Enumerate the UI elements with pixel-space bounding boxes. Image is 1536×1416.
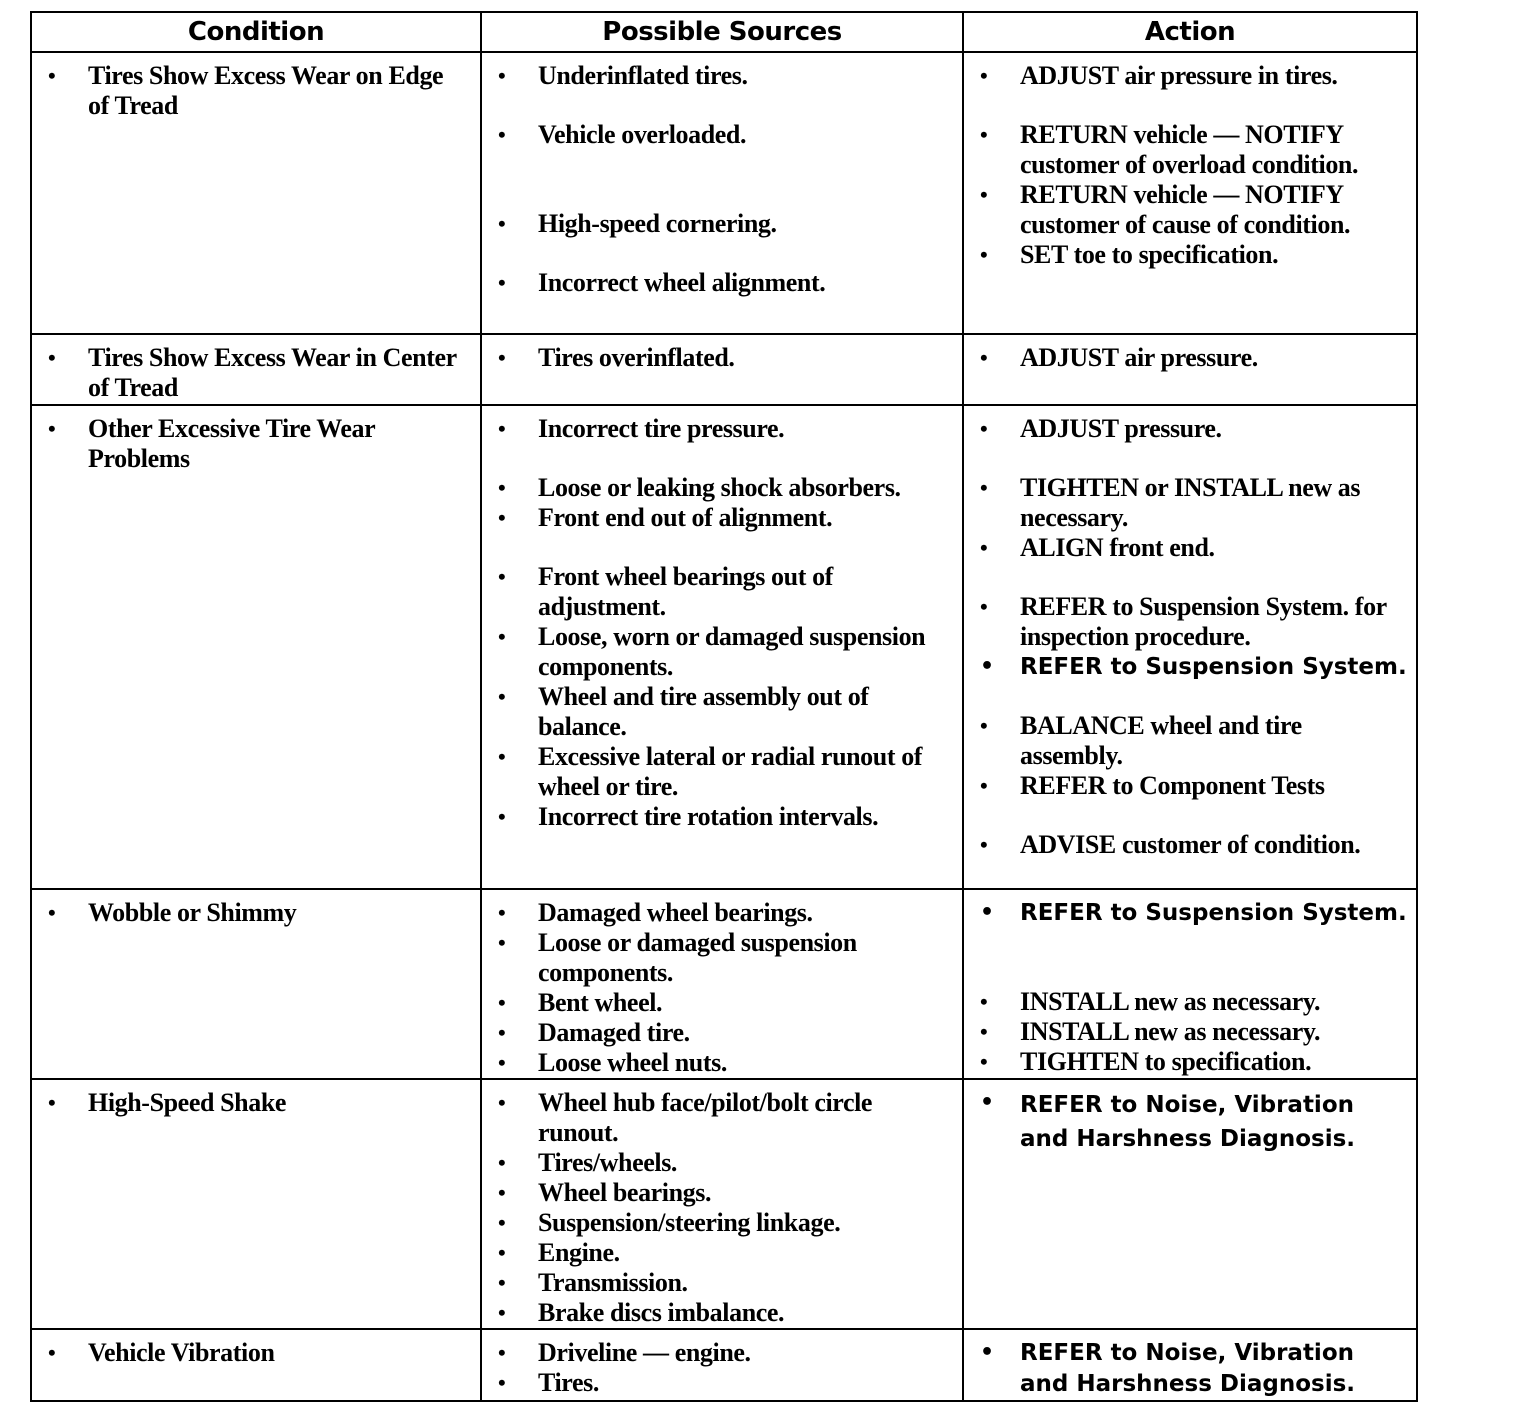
condition-text: • Other Excessive Tire Wear Problems [32,414,480,474]
source-item: • Incorrect tire rotation intervals. [482,802,962,832]
condition-cell [31,889,481,1079]
table-row [31,1079,1417,1329]
action-cell [963,405,1417,889]
source-item: • Underinflated tires. [482,61,962,91]
source-item: • Tires. [482,1368,962,1398]
action-item: • REFER to Component Tests [964,771,1416,801]
sources-cell [481,1329,963,1401]
header-condition: Condition [31,12,481,52]
source-item: • Front wheel bearings out of adjustment. [482,562,962,622]
sources-cell [481,334,963,405]
action-item: • ADVISE customer of condition. [964,830,1416,860]
source-item: • Vehicle overloaded. [482,120,962,150]
table-row [31,405,1417,889]
action-cell [963,1079,1417,1329]
source-item: • Loose, worn or damaged suspension components. [482,622,962,682]
action-item: • REFER to Noise, Vibration and Harshness Diagnosis. [964,1088,1416,1156]
action-item: • RETURN vehicle — NOTIFY customer of overload condition. [964,120,1416,180]
source-item: • Loose or damaged suspension components. [482,928,962,988]
diagnosis-table [30,11,1418,1402]
condition-cell [31,1079,481,1329]
action-item: • TIGHTEN or INSTALL new as necessary. [964,473,1416,533]
source-item: • Loose or leaking shock absorbers. [482,473,962,503]
action-item: • BALANCE wheel and tire assembly. [964,711,1416,771]
source-item: • Excessive lateral or radial runout of wheel or tire. [482,742,962,802]
source-item: • Incorrect tire pressure. [482,414,962,444]
header-action: Action [963,12,1417,52]
source-item: • Loose wheel nuts. [482,1048,962,1078]
action-item: • ADJUST air pressure in tires. [964,61,1416,91]
action-item: • INSTALL new as necessary. [964,1017,1416,1047]
action-cell [963,889,1417,1079]
action-item: • ALIGN front end. [964,533,1416,563]
source-item: • Damaged tire. [482,1018,962,1048]
action-item: • REFER to Noise, Vibration and Harshness Diagnosis. [964,1338,1416,1400]
action-cell [963,1329,1417,1401]
action-item: • INSTALL new as necessary. [964,987,1416,1017]
source-item: • Wheel hub face/pilot/bolt circle runout. [482,1088,962,1148]
action-item: • RETURN vehicle — NOTIFY customer of cause of condition. [964,180,1416,240]
condition-cell [31,52,481,334]
table-row [31,334,1417,405]
condition-text: • Tires Show Excess Wear in Center of Tread [32,343,480,403]
source-item: • Suspension/steering linkage. [482,1208,962,1238]
action-item: • SET toe to specification. [964,240,1416,270]
source-item: • Tires overinflated. [482,343,962,373]
action-item: • REFER to Suspension System. [964,898,1416,928]
action-item: • ADJUST pressure. [964,414,1416,444]
sources-cell [481,889,963,1079]
source-item: • Tires/wheels. [482,1148,962,1178]
table-row [31,1329,1417,1401]
condition-text: • High-Speed Shake [32,1088,480,1118]
source-item: • High-speed cornering. [482,209,962,239]
source-item: • Driveline — engine. [482,1338,962,1368]
source-item: • Wheel bearings. [482,1178,962,1208]
header-possible-sources: Possible Sources [481,12,963,52]
source-item: • Damaged wheel bearings. [482,898,962,928]
action-cell [963,52,1417,334]
condition-cell [31,1329,481,1401]
source-item: • Transmission. [482,1268,962,1298]
condition-text: • Tires Show Excess Wear on Edge of Tread [32,61,480,121]
table-row [31,52,1417,334]
source-item: • Engine. [482,1238,962,1268]
action-item: • REFER to Suspension System. for inspection procedure. [964,592,1416,652]
condition-cell [31,405,481,889]
sources-cell [481,1079,963,1329]
source-item: • Bent wheel. [482,988,962,1018]
table-header-row [31,12,1417,52]
source-item: • Front end out of alignment. [482,503,962,533]
action-item: • TIGHTEN to specification. [964,1047,1416,1077]
action-item: • REFER to Suspension System. [964,652,1416,682]
source-item: • Brake discs imbalance. [482,1298,962,1328]
table-row [31,889,1417,1079]
action-cell [963,334,1417,405]
source-item: • Incorrect wheel alignment. [482,268,962,298]
condition-cell [31,334,481,405]
sources-cell [481,405,963,889]
sources-cell [481,52,963,334]
condition-text: • Wobble or Shimmy [32,898,480,928]
condition-text: • Vehicle Vibration [32,1338,480,1368]
source-item: • Wheel and tire assembly out of balance. [482,682,962,742]
action-item: • ADJUST air pressure. [964,343,1416,373]
